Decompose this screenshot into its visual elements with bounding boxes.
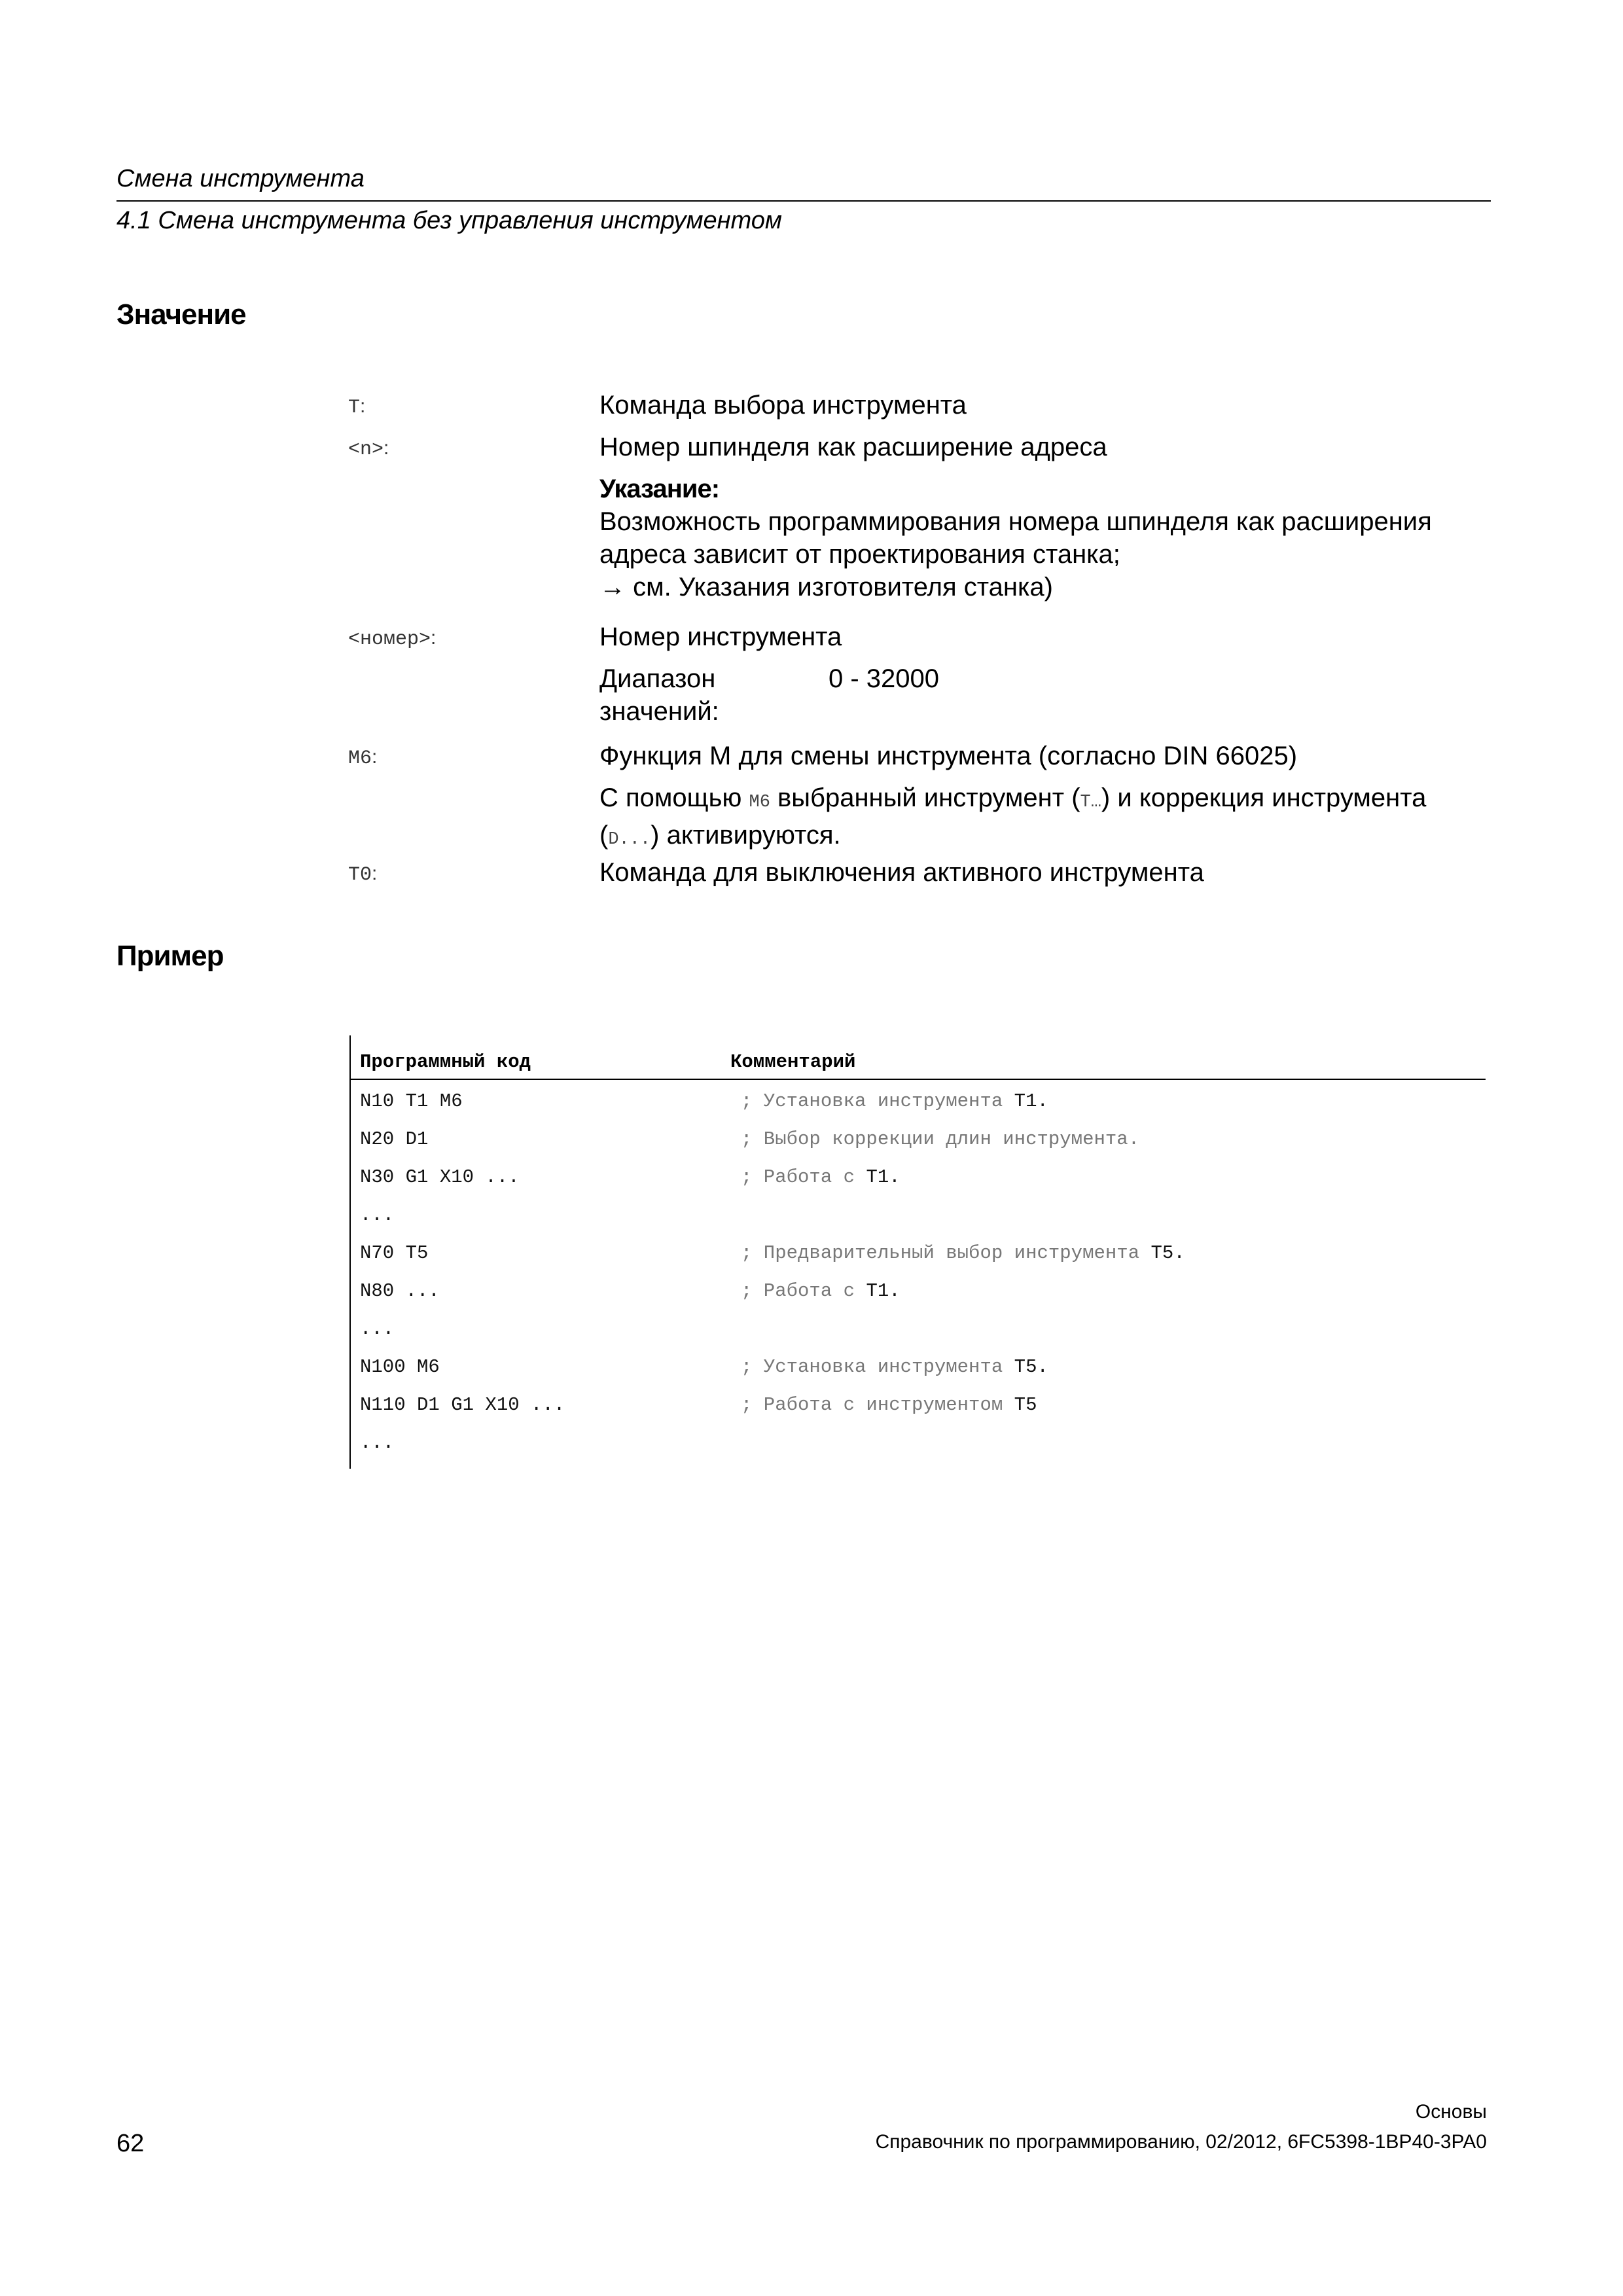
value-range-label-2: значений: [599,697,719,726]
column-header-code: Программный код [360,1051,531,1073]
code-row [351,1128,1486,1166]
term-n-code: <n> [348,439,384,461]
value-range-value: 0 - 32000 [829,664,940,693]
term-number: <номер>: [348,627,437,651]
comment-text: ; Выбор коррекции длин инструмента. [741,1128,1140,1150]
term-n: <n>: [348,437,389,461]
desc-n: Номер шпинделя как расширение адреса [599,433,1107,461]
code-cell: N20 D1 [360,1128,429,1150]
comment-text: ; Работа с [741,1166,866,1188]
example-heading: Пример [116,940,224,972]
desc-t: Команда выбора инструмента [599,391,967,420]
running-header-section: 4.1 Смена инструмента без управления инструментом [116,207,782,234]
comment-text: ; Установка инструмента [741,1356,1014,1378]
comment-key: T1. [866,1280,901,1302]
m6-extra-code-2: T… [1080,793,1101,812]
column-header-comment: Комментарий [730,1051,856,1073]
comment-key: T1. [866,1166,901,1188]
code-row [351,1280,1486,1318]
desc-t0: Команда для выключения активного инструмента [599,858,1204,887]
comment-key: T1. [1014,1090,1048,1112]
code-row [351,1204,1486,1242]
code-cell: ... [360,1318,395,1340]
comment-text: ; Работа с инструментом [741,1394,1014,1416]
page-number: 62 [116,2130,145,2157]
term-t0-code: T0 [348,864,372,886]
header-divider [116,200,1491,202]
code-cell: N80 ... [360,1280,440,1302]
column-header-divider [351,1079,1486,1080]
m6-extra-text-5: ) активируются. [651,821,841,850]
code-row [351,1166,1486,1204]
value-range-label [599,662,829,728]
meaning-heading: Значение [116,298,246,331]
comment-key: T5. [1150,1242,1185,1264]
comment-text: ; Установка инструмента [741,1090,1014,1112]
comment-cell [741,1280,901,1302]
comment-cell [741,1090,1048,1112]
term-t-code: T [348,397,361,419]
comment-cell [741,1394,1037,1416]
note-line-3: → см. Указания изготовителя станка) [599,573,1053,601]
note-line-2: адреса зависит от проектирования станка; [599,540,1120,569]
term-number-code: <номер> [348,628,431,651]
m6-extra-code-3: D... [608,830,651,850]
comment-cell [741,1242,1185,1264]
m6-extra-text-1: С помощью [599,783,749,812]
desc-m6-extra [599,781,1496,856]
comment-cell [741,1166,901,1188]
note-line-1: Возможность программирования номера шпинделя как расширения [599,507,1432,536]
footer-doc-name: Основы [1415,2101,1487,2123]
comment-cell [741,1356,1048,1378]
code-cell: N30 G1 X10 ... [360,1166,520,1188]
desc-number: Номер инструмента [599,622,842,651]
code-row [351,1090,1486,1128]
code-row [351,1394,1486,1432]
term-m6: M6: [348,746,378,770]
code-cell: ... [360,1432,395,1454]
comment-key: T5. [1014,1356,1048,1378]
code-cell: ... [360,1204,395,1226]
desc-m6: Функция M для смены инструмента (согласно DIN 66025) [599,742,1298,770]
footer-doc-ref: Справочник по программированию, 02/2012, 6FC5398-1BP40-3PA0 [875,2131,1487,2153]
m6-extra-text-2: выбранный инструмент ( [770,783,1080,812]
note-block [599,473,1496,603]
comment-text: ; Предварительный выбор инструмента [741,1242,1151,1264]
m6-extra-text-4: ( [599,821,609,850]
note-title: Указание: [599,475,720,503]
code-cell: N10 T1 M6 [360,1090,463,1112]
code-row [351,1242,1486,1280]
running-header-chapter: Смена инструмента [116,165,365,192]
comment-key: T5 [1014,1394,1037,1416]
comment-text: ; Работа с [741,1280,866,1302]
code-cell: N110 D1 G1 X10 ... [360,1394,565,1416]
m6-extra-text-3: ) и коррекция инструмента [1101,783,1427,812]
code-row [351,1318,1486,1356]
comment-cell [741,1128,1139,1150]
value-range-label-1: Диапазон [599,664,716,693]
value-range [599,662,939,728]
code-row [351,1432,1486,1470]
term-t0: T0: [348,863,378,886]
term-t: T: [348,395,366,419]
term-m6-code: M6 [348,747,372,770]
m6-extra-code-1: M6 [749,793,770,812]
code-cell: N100 M6 [360,1356,440,1378]
code-cell: N70 T5 [360,1242,429,1264]
code-row [351,1356,1486,1394]
